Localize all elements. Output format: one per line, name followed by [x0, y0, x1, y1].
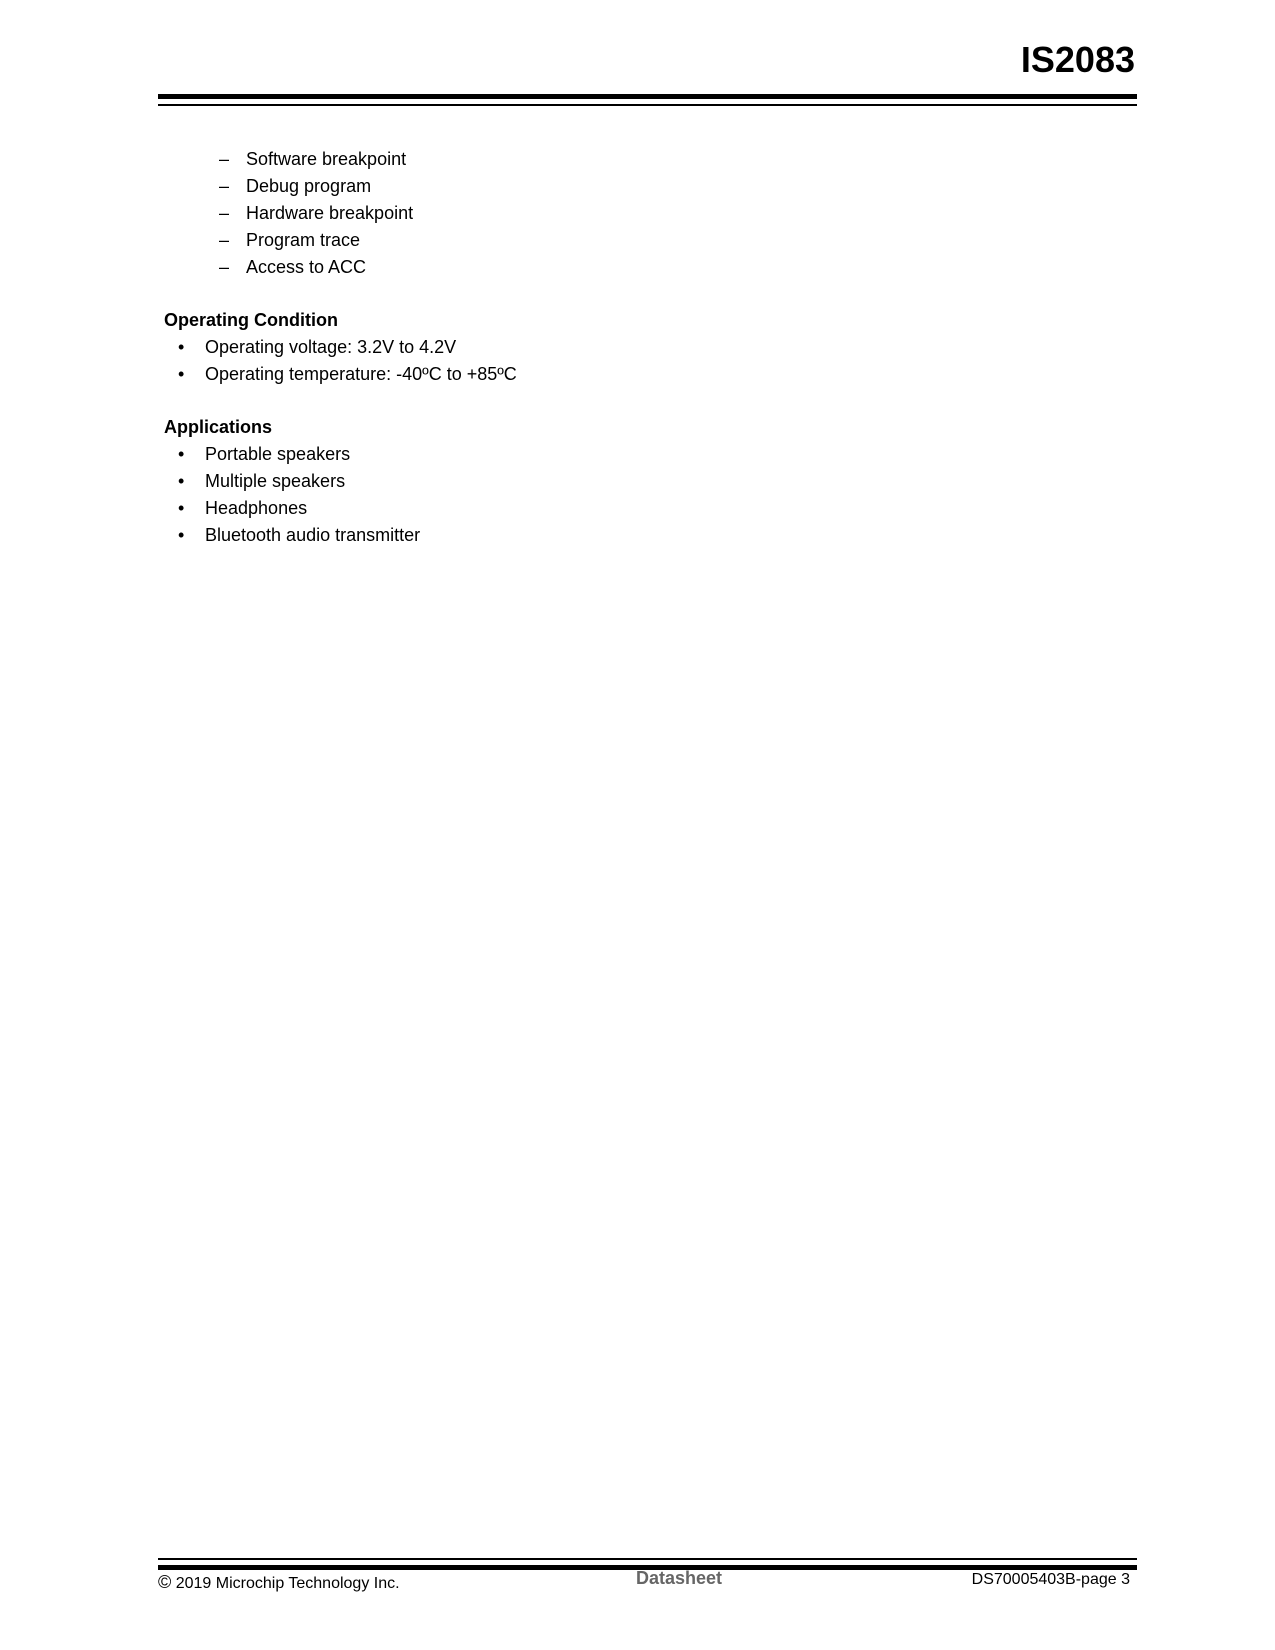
list-item-text: Multiple speakers — [205, 471, 346, 491]
operating-condition-heading: Operating Condition — [164, 310, 338, 330]
list-item-text: Access to ACC — [246, 257, 367, 277]
bullet-marker: • — [178, 525, 185, 545]
list-item — [164, 173, 1064, 200]
list-item-text: Portable speakers — [205, 444, 351, 464]
applications-section — [164, 414, 1064, 549]
list-item — [164, 334, 1064, 361]
applications-heading: Applications — [164, 417, 273, 437]
list-item — [164, 468, 1064, 495]
footer-copyright — [158, 1572, 400, 1594]
list-item — [164, 361, 1064, 388]
copyright-icon: © — [158, 1572, 172, 1592]
dash-marker: – — [219, 230, 230, 250]
list-item-text: Software breakpoint — [246, 149, 407, 169]
bullet-marker: • — [178, 364, 185, 384]
list-item-text: Operating voltage: 3.2V to 4.2V — [205, 337, 457, 357]
page-content — [164, 146, 1064, 549]
dash-marker: – — [219, 203, 230, 223]
list-item-text: Hardware breakpoint — [246, 203, 414, 223]
footer-rule-thin — [158, 1558, 1137, 1560]
list-item — [164, 227, 1064, 254]
list-item — [164, 254, 1064, 281]
debug-feature-list — [164, 146, 1064, 281]
list-item — [164, 200, 1064, 227]
dash-marker: – — [219, 257, 230, 277]
list-item-text: Debug program — [246, 176, 372, 196]
list-item-text: Program trace — [246, 230, 361, 250]
applications-list — [164, 441, 1064, 549]
copyright-text: 2019 Microchip Technology Inc. — [171, 1575, 400, 1592]
list-item — [164, 495, 1064, 522]
dash-marker: – — [219, 176, 230, 196]
dash-marker: – — [219, 149, 230, 169]
list-item — [164, 522, 1064, 549]
bullet-marker: • — [178, 498, 185, 518]
list-item-text: Operating temperature: -40ºC to +85ºC — [205, 364, 517, 384]
list-item-text: Bluetooth audio transmitter — [205, 525, 421, 545]
list-item-text: Headphones — [205, 498, 308, 518]
footer-doc-type: Datasheet — [636, 1568, 723, 1588]
bullet-marker: • — [178, 337, 185, 357]
header-rule-thick — [158, 94, 1137, 99]
bullet-marker: • — [178, 444, 185, 464]
operating-condition-section — [164, 307, 1064, 388]
footer-page-number: DS70005403B-page 3 — [971, 1571, 1130, 1588]
bullet-marker: • — [178, 471, 185, 491]
list-item — [164, 441, 1064, 468]
document-title: IS2083 — [1020, 39, 1135, 80]
list-item — [164, 146, 1064, 173]
header-rule-thin — [158, 104, 1137, 106]
operating-condition-list — [164, 334, 1064, 388]
